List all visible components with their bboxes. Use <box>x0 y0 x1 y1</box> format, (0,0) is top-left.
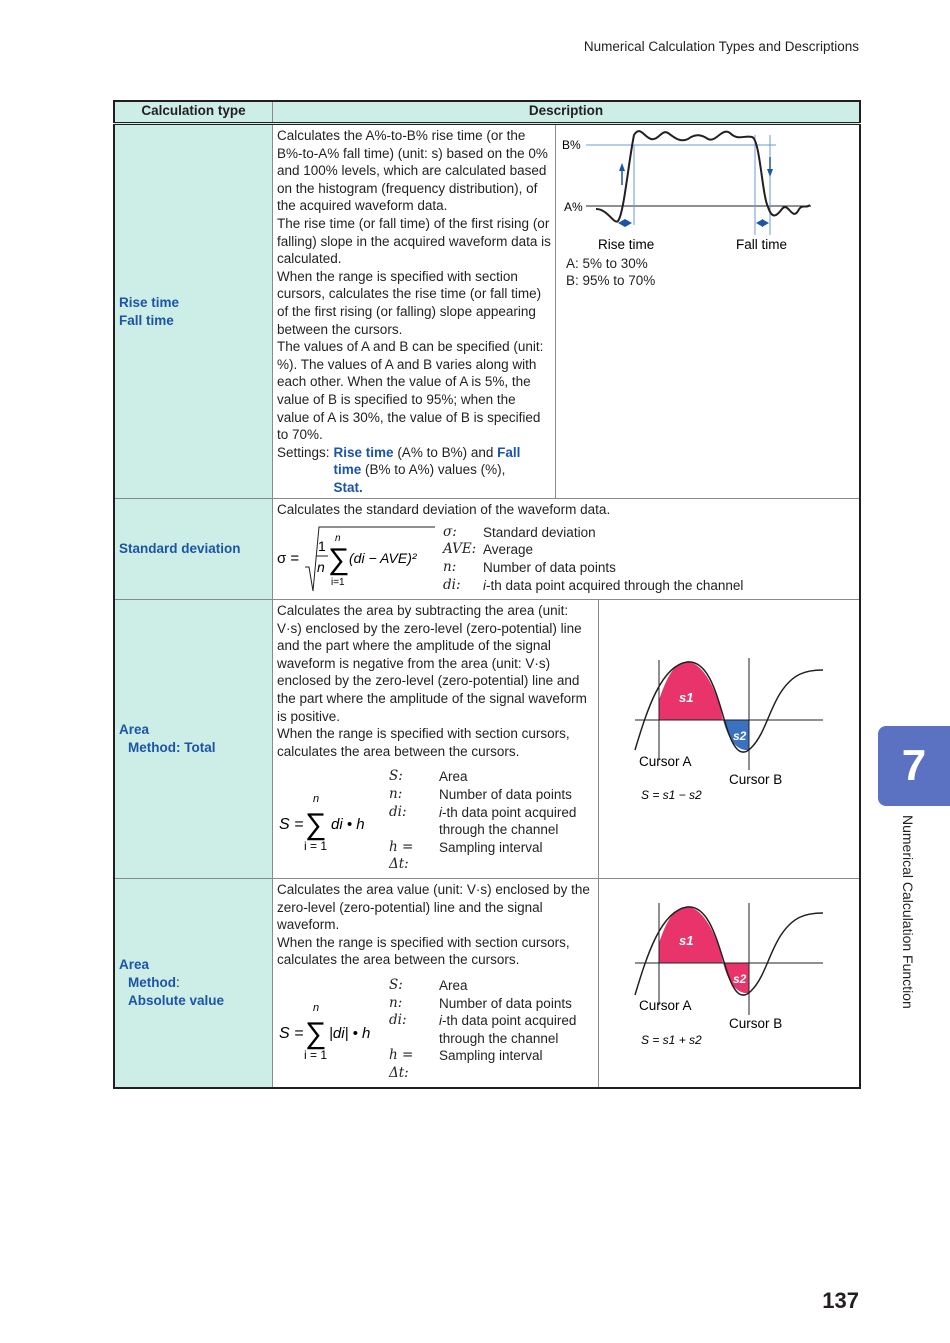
area-abs-legend <box>389 977 576 1083</box>
type-cell-area-absolute <box>114 878 273 1087</box>
formula-lhs: S = <box>279 1024 304 1042</box>
sum-symbol: ∑ <box>328 543 350 577</box>
description-area-total <box>273 600 861 879</box>
formula-body: di • h <box>331 816 365 834</box>
rise-fall-diagram <box>556 125 856 250</box>
area-total-paragraph-1: Calculates the area by subtracting the area (unit: V·s) enclosed by the zero-level (zero-potential) line and the part where the amplitude of the signal waveform is negative from the area (unit: V·s) enclosed by the zero-level (zero-potential) line and the part where the amplitude of the signal waveform is positive. <box>277 603 587 724</box>
legend-prefix: i <box>483 577 486 593</box>
legend-symbol: S: <box>389 976 403 993</box>
sum-upper: n <box>313 1001 320 1014</box>
area-s1-label: s1 <box>679 690 694 706</box>
legend-symbol: n: <box>443 559 457 576</box>
area-s2-label: s2 <box>733 729 747 744</box>
chapter-title-text: Numerical Calculation Function <box>900 815 916 1009</box>
legend-prefix: i <box>439 1013 442 1029</box>
sum-lower: i = 1 <box>304 839 328 854</box>
area-abs-paragraph-1: Calculates the area value (unit: V·s) enclosed by the zero-level (zero-potential) line and the signal waveform. <box>277 881 590 933</box>
table-row-area-absolute <box>114 878 860 1087</box>
sum-lower: i = 1 <box>304 1047 328 1062</box>
fall-time-label: Fall time <box>736 237 788 250</box>
settings-rise-suffix: (A% to B%) and <box>393 444 498 460</box>
legend-symbol <box>389 821 435 839</box>
area-total-paragraph-2: When the range is specified with section cursors, calculates the area between the cursors. <box>277 726 570 759</box>
legend-prefix: i <box>439 804 442 820</box>
method-label: Method <box>128 740 176 756</box>
sum-symbol: ∑ <box>305 1016 327 1050</box>
area-abs-diagram <box>599 879 859 1069</box>
type-cell-rise-fall <box>114 124 273 499</box>
type-label-standard-deviation: Standard deviation <box>119 541 241 557</box>
settings-stat: Stat. <box>333 479 363 495</box>
legend-symbol: di: <box>389 1012 407 1029</box>
area-total-legend <box>389 768 576 874</box>
formula-term: (di − AVE)² <box>349 550 417 567</box>
column-header-description: Description <box>273 101 861 124</box>
cursor-a-label: Cursor A <box>639 997 692 1013</box>
stddev-intro: Calculates the standard deviation of the waveform data. <box>277 502 611 518</box>
legend-text: Number of data points <box>483 560 616 576</box>
legend-symbol: S: <box>389 768 403 785</box>
legend-symbol: n: <box>389 786 403 802</box>
legend-text: -th data point acquired <box>442 804 577 820</box>
sum-upper: n <box>335 533 341 545</box>
table-row-standard-deviation <box>114 499 860 600</box>
sum-lower: i=1 <box>331 577 345 589</box>
fall-width-arrow-left <box>756 219 763 227</box>
description-rise-fall <box>273 124 556 499</box>
legend-text: Average <box>483 542 534 558</box>
formula-one: 1 <box>318 538 326 555</box>
legend-symbol: h = Δt: <box>389 838 414 873</box>
legend-text: Sampling interval <box>439 1048 543 1064</box>
method-colon: : <box>176 974 180 990</box>
formula-sigma: σ = <box>277 550 300 568</box>
type-cell-standard-deviation <box>114 499 273 600</box>
sum-symbol: ∑ <box>305 808 327 842</box>
sum-upper: n <box>313 793 320 806</box>
area-abs-paragraph-2: When the range is specified with section cursors, calculates the area between the cursors. <box>277 934 570 968</box>
legend-text: Area <box>439 769 468 785</box>
area-total-diagram <box>599 600 859 860</box>
page-header: Numerical Calculation Types and Descriptions <box>583 39 859 54</box>
settings-rise-time: Rise time <box>333 444 394 460</box>
rise-paragraph-1: Calculates the A%-to-B% rise time (or the B%-to-A% fall time) (unit: s) based on the 0% and 100% levels, which are calculated based on the histogram (frequency distribution), of the acquired waveform data. <box>277 128 548 214</box>
legend-symbol: h = Δt: <box>389 1047 414 1081</box>
settings-line <box>277 444 551 497</box>
legend-text: through the channel <box>439 822 559 838</box>
type-cell-area-total <box>114 600 273 879</box>
rise-notes <box>556 255 859 290</box>
fall-arrow-head <box>767 169 773 177</box>
rise-paragraph-3: When the range is specified with section cursors, calculates the rise time (or fall time) of the first rising (or falling) slope appearing between the cursors. <box>277 268 542 337</box>
legend-text: Number of data points <box>439 787 572 802</box>
cursor-b-label: Cursor B <box>729 1015 783 1031</box>
legend-text: Sampling interval <box>439 839 543 855</box>
description-standard-deviation <box>273 499 861 600</box>
formula-lhs: S = <box>279 816 304 834</box>
area-s2-label: s2 <box>733 971 747 986</box>
formula-body: |di| • h <box>329 1024 371 1042</box>
method-label: Method <box>128 974 176 990</box>
legend-symbol: σ: <box>443 523 457 540</box>
rise-arrow-head <box>619 163 625 171</box>
legend-text: Area <box>439 977 468 993</box>
fall-width-arrow-right <box>762 219 769 227</box>
column-header-type: Calculation type <box>114 101 273 124</box>
legend-text: Number of data points <box>439 995 572 1011</box>
rise-width-arrow-right <box>625 219 632 227</box>
chapter-title <box>900 815 914 1055</box>
type-label-fall: Fall time <box>119 312 174 328</box>
area-abs-formula <box>277 995 389 1065</box>
settings-fall-suffix: (B% to A%) values (%), <box>361 462 506 478</box>
legend-text: -th data point acquired through the channel <box>486 577 744 593</box>
type-label-area: Area <box>119 722 150 738</box>
stddev-legend <box>443 524 743 594</box>
rise-paragraph-4: The values of A and B can be specified (unit: %). The values of A and B varies along with each other. When the value of A is 5%, the value of B is specified to 95%; when the value of A is 30%, the value of B is specified to 70%. <box>277 339 544 443</box>
table-header-row <box>114 101 860 124</box>
legend-text: through the channel <box>439 1030 559 1046</box>
formula-n: n <box>317 559 325 576</box>
stddev-formula <box>277 523 439 595</box>
a-level-label: A% <box>564 200 583 214</box>
area-equation: S = s1 − s2 <box>641 788 702 803</box>
cursor-b-label: Cursor B <box>729 772 783 788</box>
page-number: 137 <box>822 1288 859 1313</box>
settings-fall-time: Fall time <box>333 444 521 478</box>
legend-symbol: AVE: <box>443 541 477 558</box>
rise-fall-diagram-cell <box>556 124 861 499</box>
legend-text: Standard deviation <box>483 524 596 540</box>
description-area-absolute <box>273 878 861 1087</box>
note-a: A: 5% to 30% <box>566 255 648 271</box>
legend-symbol <box>389 1030 435 1048</box>
legend-symbol: n: <box>389 994 403 1011</box>
rise-paragraph-2: The rise time (or fall time) of the first rising (or falling) slope in the acquired waveform data is calculated. <box>277 215 551 267</box>
note-b: B: 95% to 70% <box>566 273 656 289</box>
settings-label: Settings: <box>277 444 330 460</box>
legend-symbol: di: <box>389 803 407 820</box>
area-equation: S = s1 + s2 <box>641 1032 702 1047</box>
b-level-label: B% <box>562 138 581 152</box>
method-value: : Total <box>176 740 216 756</box>
table-row-rise-fall <box>114 124 860 499</box>
chapter-tab[interactable]: 7 <box>878 726 950 806</box>
legend-text: -th data point acquired <box>442 1013 577 1029</box>
method-value: Absolute value <box>128 992 225 1008</box>
area-s1-label: s1 <box>679 932 694 948</box>
type-label-area: Area <box>119 957 150 973</box>
calculation-table <box>113 100 861 1089</box>
legend-symbol: di: <box>443 576 461 593</box>
area-total-formula <box>277 786 389 856</box>
rise-time-label: Rise time <box>598 237 655 250</box>
cursor-a-label: Cursor A <box>639 754 692 770</box>
type-label-rise: Rise time <box>119 295 180 311</box>
table-row-area-total <box>114 600 860 879</box>
